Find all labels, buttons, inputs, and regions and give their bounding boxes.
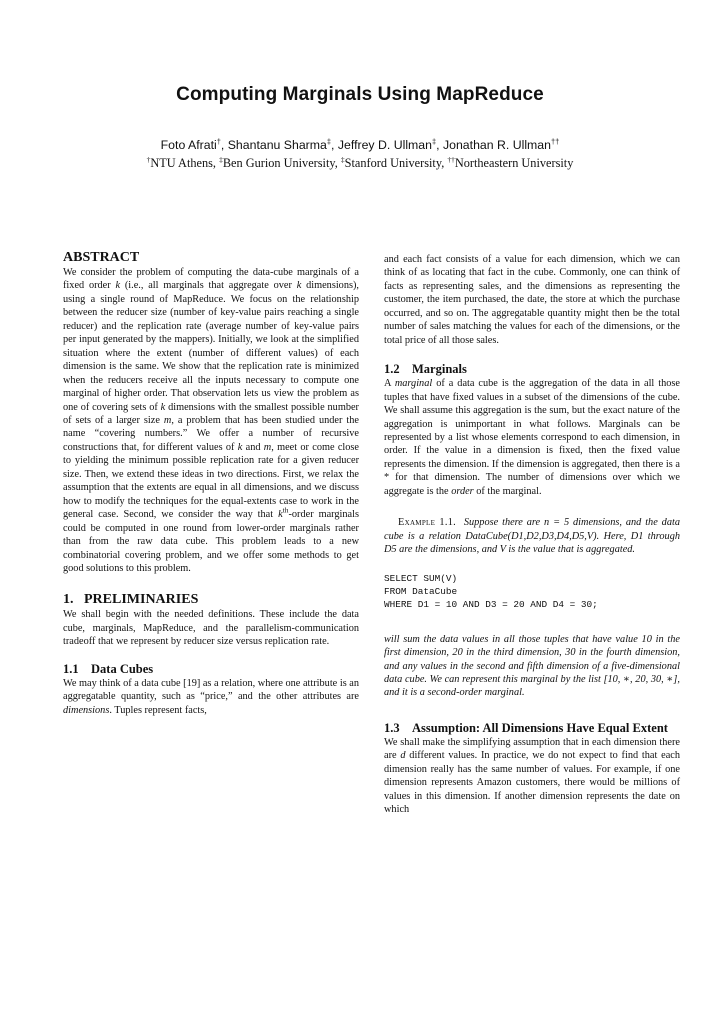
preliminaries-text: We shall begin with the needed definitions. These include the data cube, marginals, MapReduce, and the parallelism-communication tradeoff that we represent by reducer size versus replication rate. (63, 609, 359, 648)
author-name: Foto Afrati (160, 138, 217, 152)
author-mark: ‡ (326, 136, 332, 146)
affiliation-mark: †† (447, 154, 455, 164)
section-heading-preliminaries: 1. PRELIMINARIES (63, 592, 199, 608)
example-text: Example 1.1. Suppose there are n = 5 dimensions, and the data cube is a relation DataCube(D1,D2,D3,D4,D5,V). Here, D1 through D5 are the dimensions, and V is the value that is aggregated. (384, 517, 680, 556)
abstract-heading: ABSTRACT (63, 250, 140, 265)
author-mark: † (216, 136, 221, 146)
affiliation-name: Ben Gurion University (222, 156, 335, 170)
left-column (63, 250, 359, 717)
affiliation-name: NTU Athens (150, 156, 213, 170)
author-list: Foto Afrati†, Shantanu Sharma‡, Jeffrey D. Ullman‡, Jonathan R. Ullman†† (160, 136, 560, 152)
example-continued-text: will sum the data values in all those tuples that have value 10 in the first dimension, 20 in the third dimension, 30 in the fourth dimension, and any values in the second and fifth dimension of a five-dimensional data cube. We can represent this marginal by the list [10, ∗, 20, 30, ∗], and it is a second-order marginal. (384, 633, 680, 699)
author-name: Jeffrey D. Ullman (337, 138, 432, 152)
author-name: Shantanu Sharma (227, 138, 327, 152)
paper-title: Computing Marginals Using MapReduce (176, 84, 544, 105)
abstract-text: We consider the problem of computing the data-cube marginals of a fixed order k (i.e., all marginals that aggregate over k dimensions), using a single round of MapReduce. We focus on the relationship between the reducer size (number of key-value pairs reaching a single reducer) and the replication rate (average number of key-value pairs per input generated by the mappers). Initially, we look at the simplified situation where the extent (number of different values) of each dimension is the same. We show that the replication rate is minimized when the reducers receive all the inputs necessary to compute one marginal of higher order. That observation lets us view the problem as one of covering sets of k dimensions with the smallest possible number of sets of a larger size m, a problem that has been studied under the name “covering numbers.” We offer a number of recursive constructions that, for different values of k and m, meet or come close to yielding the minimum possible replication rate for a given reducer size. Then, we extend these ideas in two directions. First, we relax the assumption that the extents are equal in all dimensions, and we discuss how to modify the techniques for the equal-extents case to work in the general case. Second, we consider the way that $k^{th}$-order marginals could be computed in one round from lower-order marginals rather than from the raw data cube. This problem leads to a new combinatorial covering problem, and we offer some methods to get good solutions to this problem. (63, 267, 359, 574)
assumption-text: We shall make the simplifying assumption that in each dimension there are d different values. In practice, we do not expect to find that each dimension really has the same number of values. For example, if one dimension represents Amazon customers, there would be millions of values in this dimension. If another dimension represents the date on which (384, 736, 680, 816)
affiliation-name: Stanford University (344, 156, 442, 170)
affiliation-mark: ‡ (340, 154, 345, 164)
marginals-text: A marginal of a data cube is the aggregation of the data in all those tuples that have fixed values in a subset of the dimensions of the cube. We shall assume this aggregation is the sum, but the exact nature of the aggregation is unimportant in what follows. Marginals can be represented by a list whose elements correspond to each dimension, in order. If the value in a dimension is fixed, then the fixed value represents the dimension. If the dimension is aggregated, then there is a * for that dimension. The number of dimensions over which we aggregate is the order of the marginal. (384, 378, 680, 497)
affiliation-mark: † (146, 154, 151, 164)
example-label: Example 1.1. (398, 517, 457, 529)
code-block: SELECT SUM(V) FROM DataCube WHERE D1 = 10 AND D3 = 20 AND D4 = 30; (384, 572, 598, 610)
affiliation-name: Northeastern University (454, 156, 574, 170)
affiliation-mark: ‡ (219, 154, 223, 164)
subsection-heading-marginals: 1.2 Marginals (384, 362, 467, 377)
author-mark: †† (550, 136, 560, 146)
data-cubes-text: We may think of a data cube [19] as a relation, where one attribute is an aggregatable quantity, such as “price,” and the other attributes are dimensions. Tuples represent facts, (63, 677, 359, 716)
subsection-heading-assumption: 1.3 Assumption: All Dimensions Have Equal Extent (384, 720, 668, 735)
subsection-heading-data-cubes: 1.1 Data Cubes (63, 661, 154, 676)
data-cubes-continued-text: and each fact consists of a value for each dimension, which we can think of as locating that fact in the cube. Commonly, one can think of facts as representing sales, and the dimensions as representing the customer, the item purchased, the date, the store at which the purchase occurred, and so on. The aggregatable quantity might then be the total number of sales matching the values for each of the dimensions, or the total price of all those sales. (384, 254, 680, 346)
right-column (384, 253, 680, 817)
affiliation-list: †NTU Athens, ‡Ben Gurion University, ‡Stanford University, ††Northeastern University (146, 154, 574, 170)
author-name: Jonathan R. Ullman (442, 138, 551, 152)
author-mark: ‡ (431, 136, 437, 146)
